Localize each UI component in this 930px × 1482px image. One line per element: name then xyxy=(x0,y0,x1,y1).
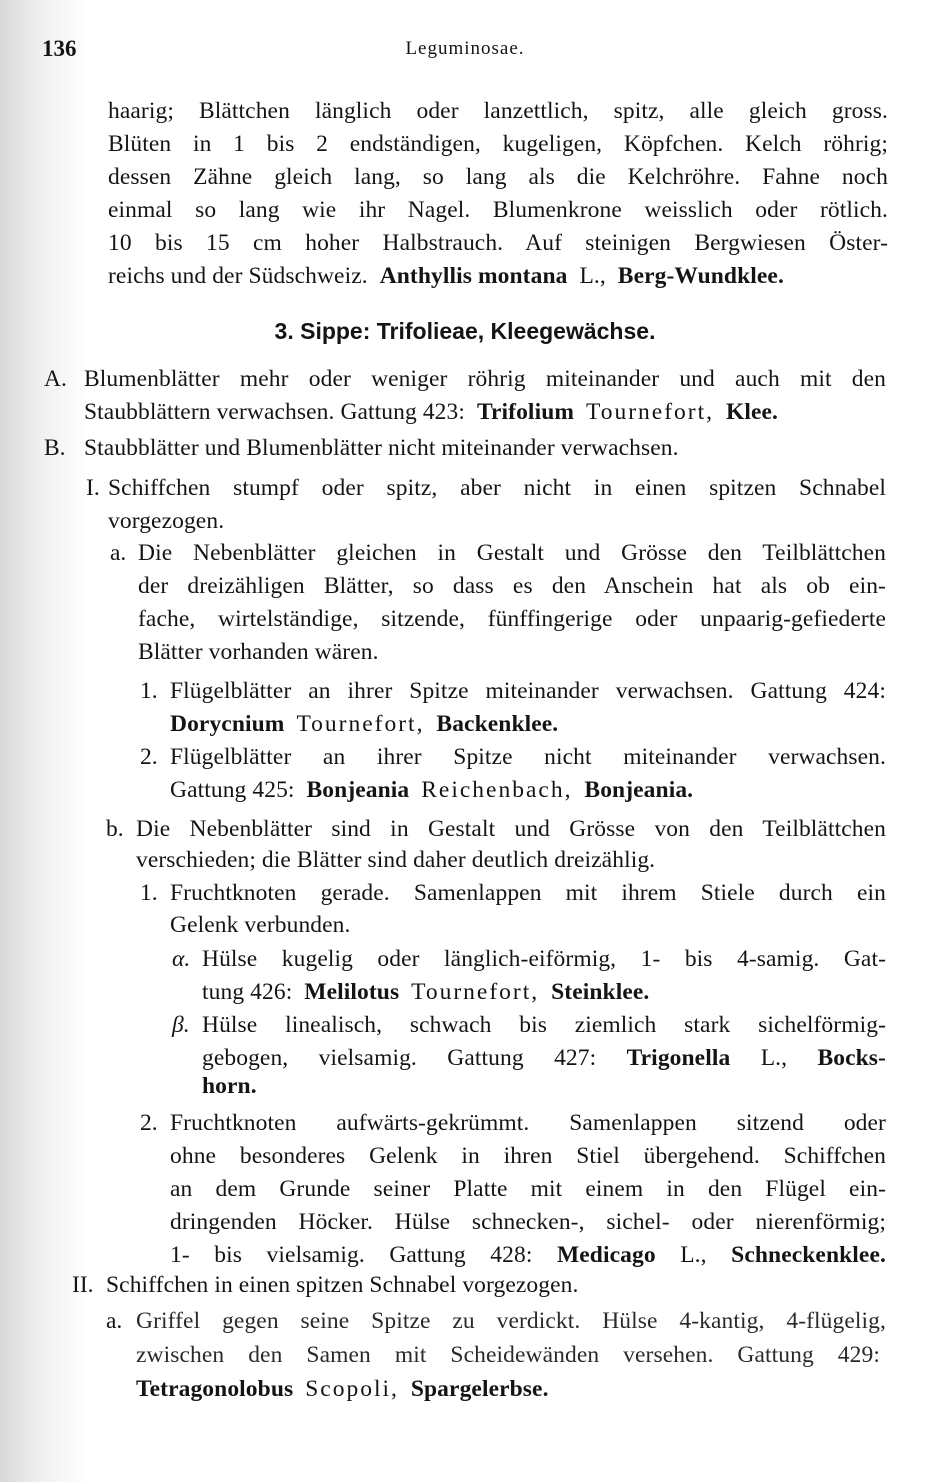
text-line: Flügelblätter an ihrer Spitze miteinander verwachsen. Gattung 424: xyxy=(170,678,886,704)
genus-name: Bonjeania xyxy=(306,777,410,803)
genus-name: Trigonella xyxy=(626,1045,731,1071)
text-line: Schiffchen stumpf oder spitz, aber nicht in einen spitzen Schnabel xyxy=(108,475,886,501)
author-abbrev: L., xyxy=(760,1045,788,1071)
author-name: Tournefort, xyxy=(296,711,425,737)
text-run: reichs und der Südschweiz. xyxy=(108,263,368,289)
text-line: dessen Zähne gleich lang, so lang als die Kelchröhre. Fahne noch xyxy=(108,164,888,190)
common-name: Schneckenklee. xyxy=(731,1242,886,1268)
text-run: Gattung 425: xyxy=(170,777,295,803)
common-name: Klee. xyxy=(725,399,779,425)
common-name: Bocks- xyxy=(817,1045,886,1071)
key-label: II. xyxy=(72,1272,94,1298)
text-line xyxy=(202,1071,257,1101)
key-label: b. xyxy=(106,816,124,842)
author-abbrev: L., xyxy=(579,263,606,289)
common-name: Backenklee. xyxy=(436,711,559,737)
key-label: 1. xyxy=(140,678,158,704)
text-line: fache, wirtelständige, sitzende, fünffingerige oder unpaarig-gefiederte xyxy=(138,606,886,632)
common-name: Berg-Wundklee. xyxy=(617,263,784,289)
text-line xyxy=(84,397,778,427)
text-line: Die Nebenblätter gleichen in Gestalt und Grösse den Teilblättchen xyxy=(138,540,886,566)
text-line xyxy=(170,709,558,739)
text-run: Staubblättern verwachsen. Gattung 423: xyxy=(84,399,466,425)
key-label: a. xyxy=(110,540,127,566)
text-line: Fruchtknoten gerade. Samenlappen mit ihrem Stiele durch ein xyxy=(170,880,886,906)
text-line: Staubblätter und Blumenblätter nicht miteinander verwachsen. xyxy=(84,435,679,461)
genus-name: Dorycnium xyxy=(170,711,285,737)
text-line xyxy=(202,977,649,1007)
text-line: Blumenblätter mehr oder weniger röhrig miteinander und auch mit den xyxy=(84,366,886,392)
text-run: 1- bis vielsamig. Gattung 428: xyxy=(170,1242,533,1268)
key-label: β. xyxy=(172,1012,190,1038)
text-line: Blüten in 1 bis 2 endständigen, kugeligen, Köpfchen. Kelch röhrig; xyxy=(108,131,888,157)
text-line: Fruchtknoten aufwärts-gekrümmt. Samenlappen sitzend oder xyxy=(170,1110,886,1136)
text-line: an dem Grunde seiner Platte mit einem in den Flügel ein- xyxy=(170,1176,886,1202)
genus-name: Tetragonolobus xyxy=(136,1376,294,1402)
text-line: dringenden Höcker. Hülse schnecken-, sichel- oder nierenförmig; xyxy=(170,1209,886,1235)
section-heading: 3. Sippe: Trifolieae, Kleegewächse. xyxy=(274,318,656,344)
key-label: 1. xyxy=(140,880,158,906)
text-line: der dreizähligen Blätter, so dass es den Anschein hat als ob ein- xyxy=(138,573,886,599)
text-line: 10 bis 15 cm hoher Halbstrauch. Auf steinigen Bergwiesen Öster- xyxy=(108,230,888,256)
text-line: Griffel gegen seine Spitze zu verdickt. Hülse 4-kantig, 4-flügelig, xyxy=(136,1308,886,1334)
text-line xyxy=(202,1043,886,1073)
text-line: einmal so lang wie ihr Nagel. Blumenkrone weisslich oder rötlich. xyxy=(108,197,888,223)
key-label: A. xyxy=(44,366,67,392)
text-line xyxy=(136,1374,549,1404)
species-name: Anthyllis montana xyxy=(379,263,568,289)
text-line: vorgezogen. xyxy=(108,508,225,534)
text-line: Die Nebenblätter sind in Gestalt und Grösse von den Teilblättchen xyxy=(136,816,886,842)
running-title: Leguminosae. xyxy=(405,38,525,59)
text-line: Hülse kugelig oder länglich-eiförmig, 1- bis 4-samig. Gat- xyxy=(202,946,886,972)
author-abbrev: L., xyxy=(680,1242,707,1268)
text-run: tung 426: xyxy=(202,979,293,1005)
text-line: Flügelblätter an ihrer Spitze nicht miteinander verwachsen. xyxy=(170,744,886,770)
author-name: Scopoli, xyxy=(305,1376,399,1402)
key-label: α. xyxy=(172,946,191,972)
text-line: Hülse linealisch, schwach bis ziemlich stark sichelförmig- xyxy=(202,1012,886,1038)
text-line xyxy=(170,775,693,805)
author-name: Tournefort, xyxy=(586,399,715,425)
text-line: Gelenk verbunden. xyxy=(170,912,351,938)
common-name: Spargelerbse. xyxy=(410,1376,549,1402)
key-label: a. xyxy=(106,1308,123,1334)
key-label: I. xyxy=(86,475,100,501)
genus-name: Melilotus xyxy=(304,979,400,1005)
text-line xyxy=(170,1240,886,1270)
genus-name: Trifolium xyxy=(476,399,575,425)
text-line: ohne besonderes Gelenk in ihren Stiel übergehend. Schiffchen xyxy=(170,1143,886,1169)
text-line: Schiffchen in einen spitzen Schnabel vorgezogen. xyxy=(106,1272,579,1298)
common-name: Bonjeania. xyxy=(584,777,694,803)
text-line: haarig; Blättchen länglich oder lanzettlich, spitz, alle gleich gross. xyxy=(108,98,888,124)
common-name: Steinklee. xyxy=(551,979,650,1005)
key-label: 2. xyxy=(140,1110,158,1136)
page-number: 136 xyxy=(42,36,77,61)
key-label: B. xyxy=(44,435,66,461)
author-name: Reichenbach, xyxy=(421,777,573,803)
author-name: Tournefort, xyxy=(411,979,540,1005)
text-run: gebogen, vielsamig. Gattung 427: xyxy=(202,1045,597,1071)
text-line xyxy=(108,261,784,291)
text-line: zwischen den Samen mit Scheidewänden versehen. Gattung 429: xyxy=(136,1342,880,1368)
text-line: verschieden; die Blätter sind daher deutlich dreizählig. xyxy=(136,847,656,873)
text-line: Blätter vorhanden wären. xyxy=(138,639,379,665)
common-name: horn. xyxy=(202,1073,257,1099)
key-label: 2. xyxy=(140,744,158,770)
genus-name: Medicago xyxy=(556,1242,656,1268)
